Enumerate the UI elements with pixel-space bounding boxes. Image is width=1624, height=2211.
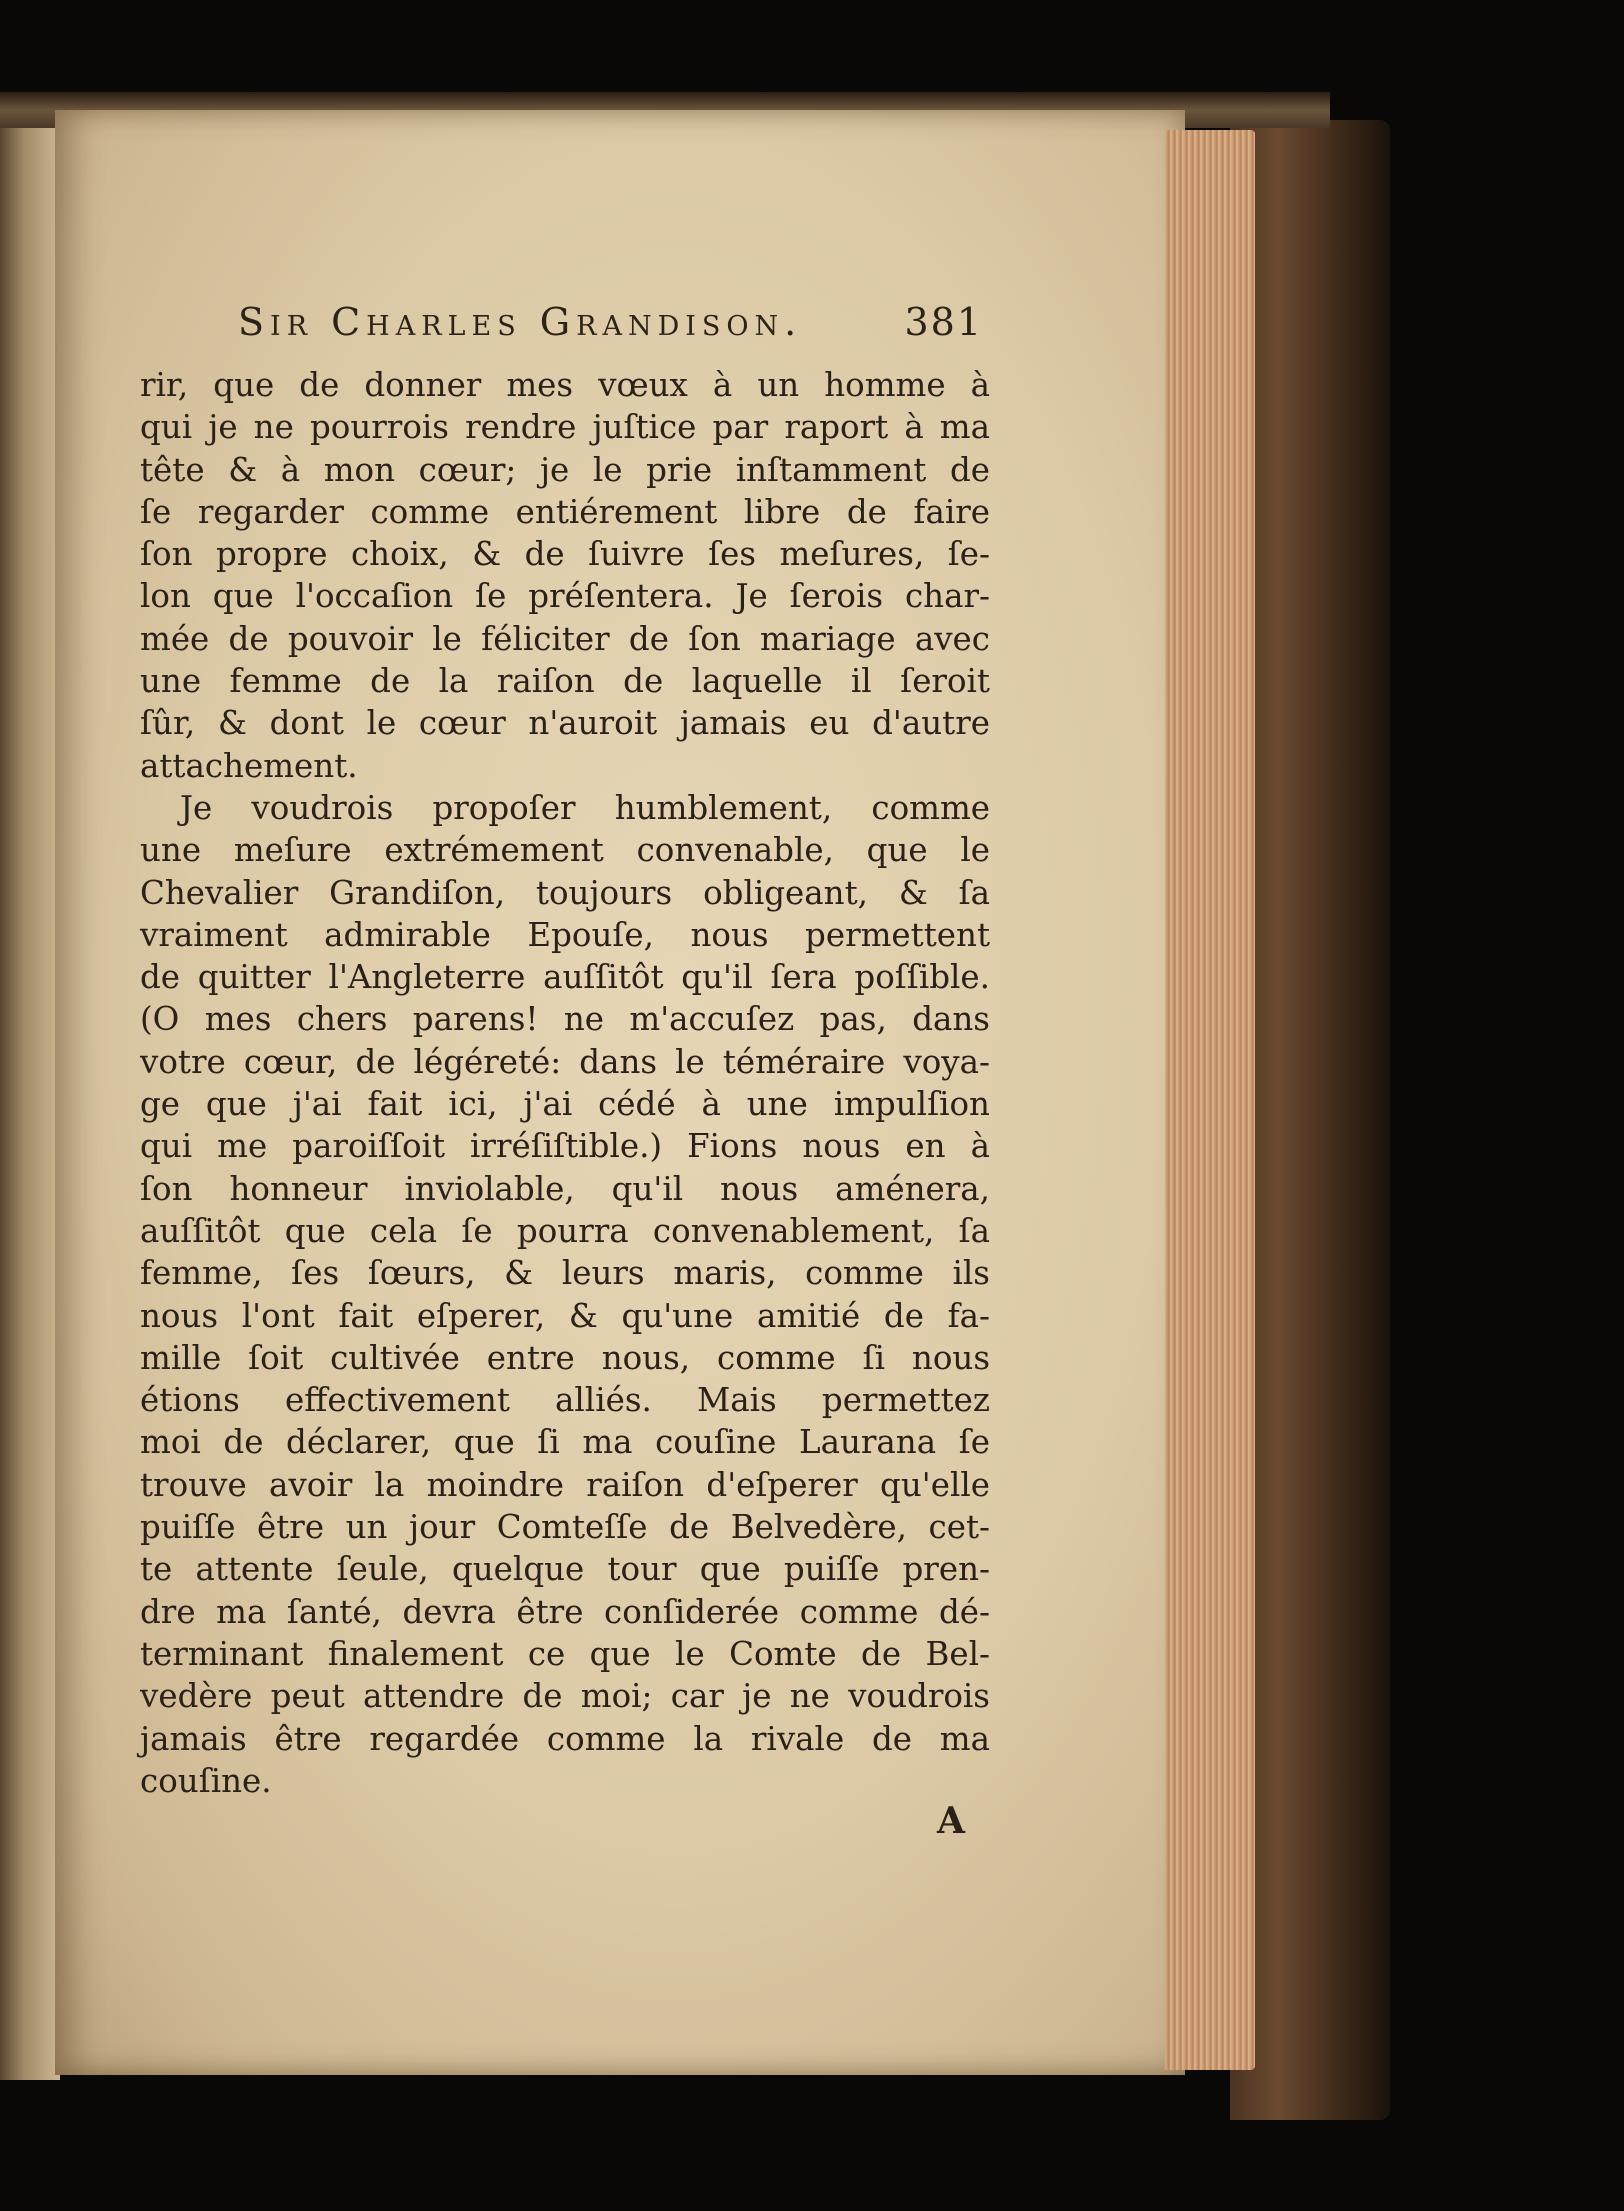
text-line: étions effectivement alliés. Mais permettez (140, 1381, 990, 1420)
text-line: mée de pouvoir le féliciter de ſon mariage avec (140, 619, 990, 658)
text-line: Chevalier Grandiſon, toujours obligeant, & ſa (140, 873, 990, 912)
body-text (140, 364, 990, 1802)
running-head-title: Sir Charles Grandison. (238, 300, 803, 344)
text-line: dre ma ſanté, devra être conſiderée comme dé- (140, 1592, 990, 1631)
text-line: ſe regarder comme entiérement libre de faire (140, 492, 990, 531)
text-line: trouve avoir la moindre raiſon d'eſperer qu'elle (140, 1465, 990, 1504)
text-line: terminant finalement ce que le Comte de Bel- (140, 1634, 990, 1673)
text-line: une femme de la raiſon de laquelle il ſeroit (140, 662, 990, 701)
text-line: ſon honneur inviolable, qu'il nous aménera, (140, 1169, 990, 1208)
running-head (238, 300, 983, 360)
text-line: votre cœur, de légéreté: dans le téméraire voya- (140, 1042, 990, 1081)
text-line: lon que l'occaſion ſe préſentera. Je ſerois char- (140, 577, 990, 616)
facing-page-edge (0, 120, 60, 2080)
text-line: de quitter l'Angleterre auſſitôt qu'il ſera poſſible. (140, 958, 990, 997)
text-line: une meſure extrémement convenable, que le (140, 831, 990, 870)
text-line: couſine. (140, 1761, 272, 1800)
text-line: moi de déclarer, que ſi ma couſine Laurana ſe (140, 1423, 990, 1462)
text-line: vedère peut attendre de moi; car je ne voudrois (140, 1677, 990, 1716)
text-line: attachement. (140, 746, 358, 785)
text-line: ſon propre choix, & de ſuivre ſes meſures, ſe- (140, 535, 990, 574)
text-line: Je voudrois propoſer humblement, comme (180, 788, 990, 827)
text-line: qui me paroiſſoit irréſiſtible.) Fions nous en à (140, 1127, 990, 1166)
catchword: A (937, 1800, 965, 1842)
text-line: ge que j'ai fait ici, j'ai cédé à une impulſion (140, 1085, 990, 1124)
text-line: nous l'ont fait eſperer, & qu'une amitié de fa- (140, 1296, 990, 1335)
text-line: tête & à mon cœur; je le prie inſtamment de (140, 450, 990, 489)
text-line: qui je ne pourrois rendre juſtice par raport à ma (140, 408, 990, 447)
text-line: ſûr, & dont le cœur n'auroit jamais eu d'autre (140, 704, 990, 743)
text-line: mille ſoit cultivée entre nous, comme ſi nous (140, 1338, 990, 1377)
page-number: 381 (904, 300, 983, 344)
text-line: rir, que de donner mes vœux à un homme à (140, 366, 990, 404)
text-line: te attente ſeule, quelque tour que puiſſe pren- (140, 1550, 990, 1589)
text-line: puiſſe être un jour Comteſſe de Belvedère, cet- (140, 1508, 990, 1547)
text-line: vraiment admirable Epouſe, nous permettent (140, 915, 990, 954)
text-line: femme, ſes ſœurs, & leurs maris, comme ils (140, 1254, 990, 1293)
text-line: (O mes chers parens! ne m'accuſez pas, dans (140, 1000, 990, 1039)
text-line: auſſitôt que cela ſe pourra convenablement, ſa (140, 1211, 990, 1250)
text-line: jamais être regardée comme la rivale de ma (140, 1719, 990, 1758)
page-edges (1165, 130, 1255, 2070)
